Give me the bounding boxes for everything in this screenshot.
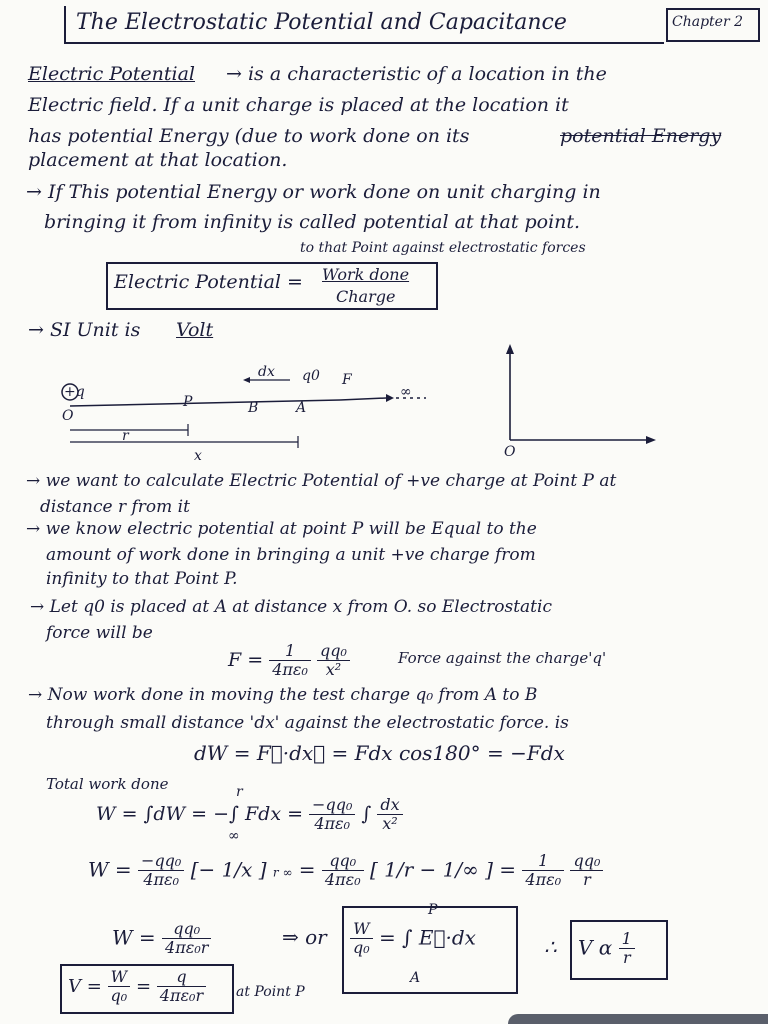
- force-note: Force against the charge'q': [398, 649, 607, 667]
- w-eq2-bracket-b: [ 1/r − 1/∞ ]: [369, 857, 493, 882]
- w-eq2-frac-b: [322, 852, 364, 890]
- force-frac-2: [317, 642, 350, 680]
- dx-label: dx: [258, 364, 275, 380]
- w-eq1-upper-limit: r: [236, 784, 243, 800]
- graph-x-arrowhead: [646, 436, 656, 444]
- line-integral: [350, 920, 476, 958]
- final-num: W: [108, 968, 131, 987]
- para2-line-1: → If This potential Energy or work done on unit charging in: [26, 181, 601, 203]
- w-eq3: [112, 920, 211, 958]
- w-eq1-den2: x²: [382, 814, 398, 834]
- step-line-4: amount of work done in bringing a unit +ve charge from: [46, 545, 536, 565]
- w-eq2-bracket: [− 1/x ]: [190, 857, 267, 882]
- electric-potential-term: Electric Potential: [28, 63, 195, 85]
- r-label: r: [122, 428, 129, 444]
- line-integral-upper: P: [428, 902, 438, 918]
- work-line-2: through small distance 'dx' against the electrostatic force. is: [46, 713, 569, 733]
- insert-note: to that Point against electrostatic forces: [300, 240, 586, 256]
- struck-text: potential Energy: [560, 125, 722, 147]
- x-label: x: [194, 448, 202, 464]
- step-line-6: → Let q0 is placed at A at distance x from O. so Electrostatic: [30, 597, 552, 617]
- infinity-label: ∞: [400, 384, 412, 400]
- step-line-3: → we know electric potential at point P will be Equal to the: [26, 519, 537, 539]
- w-eq2: W = $\frac{\text{−qq₀}}{\text{4πε₀}}$ [− 1/x ] r ∞ = $\frac{\text{qq₀}}{\text{4πε₀}}$ [ 1/r − 1/∞ ] = $\frac{1}{\text{4πε₀}}$ $\frac{\text{qq₀}}{r}$: [88, 852, 603, 890]
- w-eq1-num: −qq₀: [309, 796, 355, 815]
- w-eq2-lhs: W =: [88, 857, 132, 882]
- w-eq1-lower-limit: ∞: [228, 828, 240, 844]
- q0-label: q0: [302, 368, 320, 384]
- bottom-overlay-bar: [508, 1014, 768, 1024]
- w-eq3-den: 4πε₀r: [165, 938, 209, 958]
- w-eq2-frac-c: [522, 852, 564, 890]
- final-v: V =: [68, 975, 102, 997]
- w-eq1: [96, 796, 403, 834]
- point-b-label: B: [248, 400, 259, 416]
- w-eq2-num: −qq₀: [138, 852, 184, 871]
- point-a-label: A: [296, 400, 307, 416]
- graph-y-arrowhead: [506, 344, 514, 354]
- force-frac-2-den: x²: [325, 660, 342, 680]
- w-eq2-den: 4πε₀: [143, 870, 180, 890]
- force-arrow: [340, 398, 386, 400]
- si-unit-text: → SI Unit is: [28, 319, 141, 341]
- force-frac-1: [269, 642, 311, 680]
- para1-line-2: Electric field. If a unit charge is placed at the location it: [28, 94, 569, 116]
- step-line-7: force will be: [46, 623, 153, 643]
- w-eq1-frac-2: [377, 796, 402, 834]
- line-integral-rhs: = ∫ E⃗·dx: [379, 925, 476, 950]
- w-eq2-den-d: r: [583, 870, 591, 890]
- proportional-num: 1: [619, 930, 635, 949]
- w-eq1-den: 4πε₀: [314, 814, 351, 834]
- w-over-q0-den: q₀: [353, 938, 370, 958]
- w-over-q0: [350, 920, 373, 958]
- dx-arrowhead: [243, 377, 250, 383]
- w-eq1-lhs: W = ∫dW = −∫ Fdx =: [96, 802, 303, 825]
- charge-label: +q: [64, 384, 85, 400]
- w-eq2-num-c: 1: [522, 852, 564, 871]
- point-p-label: P: [183, 394, 193, 410]
- final-num2: q: [157, 968, 206, 987]
- final-den2: 4πε₀r: [159, 986, 204, 1006]
- force-frac-1-num: 1: [269, 642, 311, 661]
- final-frac-2: [157, 968, 206, 1006]
- or-arrow: ⇒ or: [282, 925, 327, 949]
- graph-origin-label: O: [504, 444, 516, 460]
- origin-label: O: [62, 408, 74, 424]
- final-eq: =: [135, 975, 152, 997]
- step-line-5: infinity to that Point P.: [46, 569, 238, 589]
- line-integral-lower: A: [410, 970, 421, 986]
- w-eq1-integral: ∫: [361, 802, 372, 825]
- definition-den: Charge: [336, 287, 396, 306]
- w-over-q0-num: W: [350, 920, 373, 939]
- proportional-lhs: V α: [578, 935, 613, 960]
- w-eq2-den-c: 4πε₀: [525, 870, 562, 890]
- final-note: at Point P: [236, 984, 305, 1000]
- force-frac-2-num: qq₀: [317, 642, 350, 661]
- w-eq1-frac: [309, 796, 355, 834]
- final-den: q₀: [110, 986, 128, 1006]
- force-eq-lhs: F =: [228, 648, 264, 671]
- final-frac-1: [108, 968, 131, 1006]
- si-unit-value: Volt: [176, 319, 214, 341]
- force-label: F: [342, 372, 352, 388]
- w-eq2-limits: r ∞: [272, 865, 293, 880]
- step-line-1: → we want to calculate Electric Potential of +ve charge at Point P at: [26, 471, 617, 491]
- w-eq2-den-b: 4πε₀: [324, 870, 361, 890]
- w-eq3-frac: [162, 920, 211, 958]
- w-eq1-num2: dx: [377, 796, 402, 815]
- force-arrowhead: [386, 394, 394, 402]
- force-eq: [228, 642, 350, 680]
- definition-num: Work done: [322, 265, 410, 284]
- para1-line-3: has potential Energy (due to work done on its: [28, 125, 470, 147]
- w-eq2-frac-d: [570, 852, 603, 890]
- w-eq3-lhs: W =: [112, 925, 156, 950]
- therefore-symbol: ∴: [544, 935, 557, 959]
- proportional: [578, 930, 635, 968]
- charge-diagram: [40, 340, 740, 470]
- proportional-frac: [619, 930, 635, 968]
- w-eq2-num-b: qq₀: [322, 852, 364, 871]
- chapter-label: Chapter 2: [672, 14, 743, 30]
- para2-line-2: bringing it from infinity is called potential at that point.: [44, 211, 581, 233]
- proportional-den: r: [622, 948, 631, 968]
- w-eq2-frac: [138, 852, 184, 890]
- definition-lhs: Electric Potential =: [114, 271, 303, 293]
- total-work-label: Total work done: [46, 775, 169, 793]
- page-title: The Electrostatic Potential and Capacitance: [76, 10, 567, 35]
- w-eq3-num: qq₀: [162, 920, 211, 939]
- para1-line-1: → is a characteristic of a location in the: [226, 63, 607, 85]
- dw-equation: dW = F⃗·dx⃗ = Fdx cos180° = −Fdx: [194, 741, 565, 765]
- work-line-1: → Now work done in moving the test charge q₀ from A to B: [28, 685, 538, 705]
- para1-line-4: placement at that location.: [28, 149, 288, 171]
- final-equation: [68, 968, 206, 1006]
- step-line-2: distance r from it: [40, 497, 190, 517]
- w-eq2-num-d: qq₀: [570, 852, 603, 871]
- force-frac-1-den: 4πε₀: [272, 660, 308, 680]
